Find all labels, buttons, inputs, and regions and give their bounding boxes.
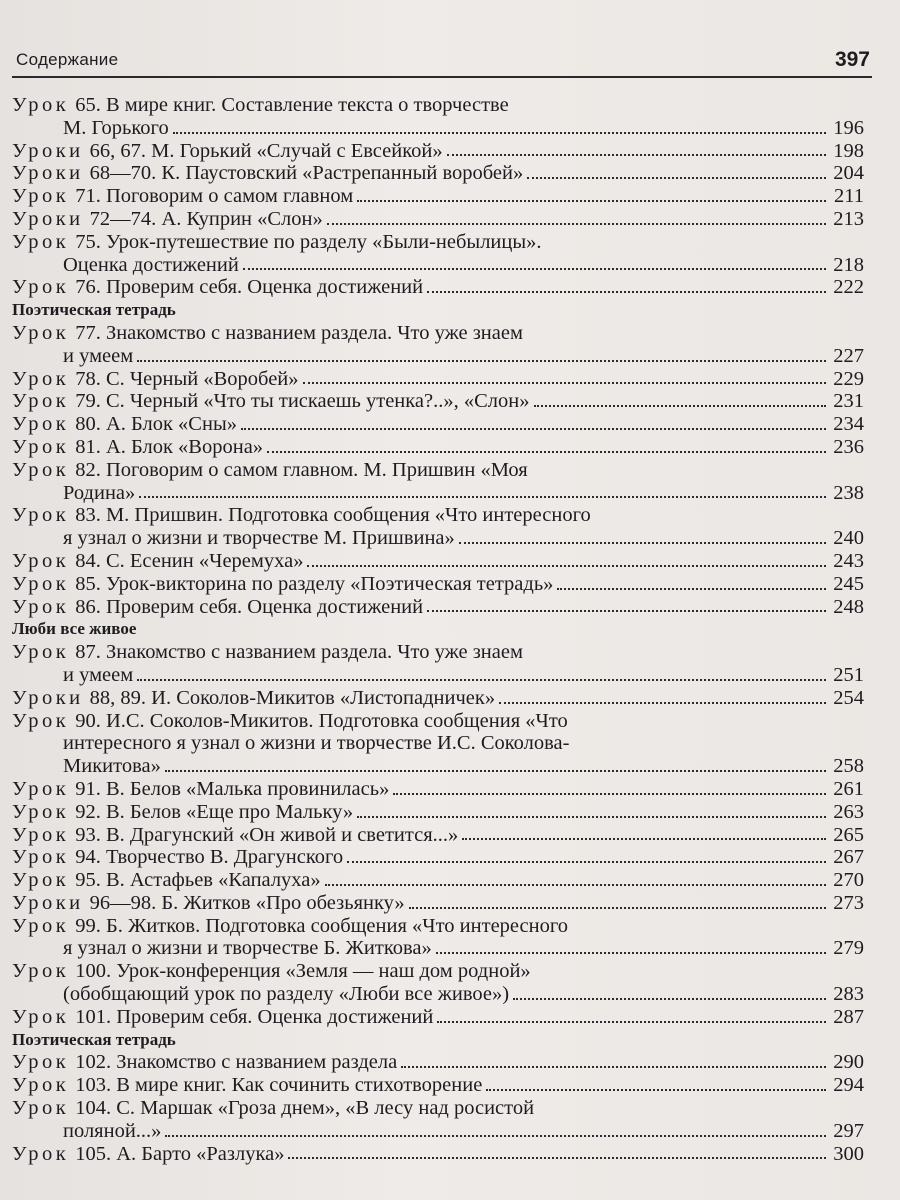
toc-entry [12, 846, 864, 869]
toc-line [12, 869, 864, 892]
toc-entry [12, 1074, 864, 1097]
toc-line [12, 140, 864, 163]
lesson-kind: Уроки [12, 891, 84, 914]
toc-line [12, 482, 864, 505]
lesson-number: 87. [75, 641, 106, 664]
lesson-title: Оценка достижений [63, 253, 239, 276]
toc-line [12, 231, 864, 254]
lesson-kind: Урок [12, 595, 70, 618]
lesson-number: 101. [75, 1005, 117, 1028]
toc-line [12, 915, 864, 938]
lesson-number: 100. [75, 960, 117, 983]
dot-leader [165, 770, 826, 772]
lesson-title: я узнал о жизни и творчестве Б. Житкова» [63, 937, 432, 960]
page-number: 294 [833, 1074, 864, 1097]
toc-line [12, 573, 864, 596]
lesson-number: 77. [75, 321, 106, 344]
toc-line [12, 527, 864, 550]
section-heading: Поэтическая тетрадь [12, 300, 176, 320]
page-number: 211 [834, 185, 864, 208]
lesson-number: 66, 67. [89, 139, 152, 162]
lesson-title: Знакомство с названием раздела. Что уже знаем [105, 321, 523, 344]
lesson-number: 83. [75, 504, 106, 527]
toc-entry [12, 824, 864, 847]
lesson-title: и умеем [63, 663, 134, 686]
toc-entry [12, 162, 864, 185]
toc-line [12, 892, 864, 915]
toc-line [12, 276, 864, 299]
lesson-number: 65. [75, 94, 106, 116]
lesson-title: И. Соколов-Микитов «Листопадничек» [151, 686, 496, 709]
toc-line [12, 322, 864, 345]
lesson-number: 84. [75, 549, 106, 572]
lesson-number: 105. [75, 1142, 117, 1165]
lesson-title: В. Драгунский «Он живой и светится...» [105, 823, 459, 846]
toc-line [12, 801, 864, 824]
dot-leader [325, 884, 826, 886]
lesson-kind: Урок [12, 549, 70, 572]
lesson-title: поляной...» [63, 1119, 162, 1142]
dot-leader [357, 816, 826, 818]
page-number: 251 [833, 663, 864, 686]
page-number: 234 [833, 413, 864, 436]
lesson-title: С. Есенин «Черемуха» [105, 549, 304, 572]
lesson-title: Б. Житков. Подготовка сообщения «Что интересного [105, 914, 568, 937]
toc-line [12, 687, 864, 710]
dot-leader [267, 451, 826, 453]
toc-line [12, 254, 864, 277]
toc-entry [12, 436, 864, 459]
lesson-title: Творчество В. Драгунского [105, 846, 344, 869]
page-number: 300 [833, 1142, 864, 1165]
toc-entry [12, 208, 864, 231]
dot-leader [393, 793, 826, 795]
lesson-number: 95. [75, 869, 106, 892]
toc-entry [12, 390, 864, 413]
lesson-title: А. Барто «Разлука» [116, 1142, 285, 1165]
toc-line [12, 732, 864, 755]
page-number: 261 [833, 777, 864, 800]
toc-line [12, 413, 864, 436]
toc-entry [12, 276, 864, 299]
dot-leader [173, 132, 826, 134]
lesson-title: В мире книг. Как сочинить стихотворение [116, 1074, 483, 1097]
toc-entry [12, 94, 864, 140]
toc-entry [12, 801, 864, 824]
toc-line [12, 664, 864, 687]
lesson-number: 104. [75, 1097, 117, 1120]
lesson-title: С. Маршак «Гроза днем», «В лесу над росистой [116, 1097, 535, 1120]
lesson-number: 90. [75, 709, 106, 732]
toc-line [12, 162, 864, 185]
dot-leader [137, 360, 826, 362]
page-number: 229 [833, 367, 864, 390]
lesson-title: Урок-викторина по разделу «Поэтическая тетрадь» [105, 572, 554, 595]
lesson-kind: Урок [12, 823, 70, 846]
lesson-number: 99. [75, 914, 106, 937]
page-number: 279 [833, 937, 864, 960]
lesson-kind: Урок [12, 435, 70, 458]
lesson-title: Урок-путешествие по разделу «Были-небылицы». [105, 230, 542, 253]
toc-entry [12, 915, 864, 961]
lesson-title: Поговорим о самом главном [105, 185, 354, 208]
lesson-number: 91. [75, 777, 106, 800]
lesson-number: 82. [75, 458, 106, 481]
lesson-kind: Урок [12, 367, 70, 390]
lesson-kind: Урок [12, 641, 70, 664]
page-number: 238 [833, 481, 864, 504]
lesson-kind: Урок [12, 185, 70, 208]
dot-leader [486, 1089, 826, 1091]
dot-leader [327, 223, 826, 225]
page-number: 283 [833, 983, 864, 1006]
lesson-title: В. Белов «Еще про Мальку» [105, 800, 354, 823]
toc-line [12, 1074, 864, 1097]
page-number: 265 [833, 823, 864, 846]
lesson-title: Микитова» [63, 755, 161, 778]
toc-entry [12, 140, 864, 163]
page-number: 236 [833, 435, 864, 458]
lesson-title: С. Черный «Что ты тискаешь утенка?..», «Слон» [105, 390, 530, 413]
lesson-number: 94. [75, 846, 106, 869]
dot-leader [243, 268, 826, 270]
dot-leader [436, 952, 826, 954]
lesson-title: К. Паустовский «Растрепанный воробей» [161, 162, 524, 185]
toc-entry [12, 596, 864, 619]
toc-line [12, 185, 864, 208]
page-number: 263 [833, 800, 864, 823]
dot-leader [357, 200, 826, 202]
lesson-title: И.С. Соколов-Микитов. Подготовка сообщения «Что [105, 709, 568, 732]
toc-entry [12, 960, 864, 1006]
toc-entry [12, 573, 864, 596]
lesson-kind: Урок [12, 458, 70, 481]
lesson-number: 102. [75, 1051, 117, 1074]
lesson-title: Урок-конференция «Земля — наш дом родной» [116, 960, 531, 983]
lesson-kind: Урок [12, 94, 70, 116]
dot-leader [427, 610, 826, 612]
lesson-kind: Урок [12, 777, 70, 800]
dot-leader [499, 702, 826, 704]
page-number: 213 [833, 207, 864, 230]
dot-leader [137, 679, 826, 681]
page-number: 267 [833, 846, 864, 869]
page-number: 248 [833, 595, 864, 618]
page-number: 218 [833, 253, 864, 276]
lesson-title: Знакомство с названием раздела [116, 1051, 398, 1074]
lesson-number: 92. [75, 800, 106, 823]
toc-line [12, 824, 864, 847]
toc-line [12, 596, 864, 619]
lesson-number: 103. [75, 1074, 117, 1097]
lesson-number: 72—74. [89, 207, 162, 230]
lesson-kind: Урок [12, 413, 70, 436]
page-number: 243 [833, 549, 864, 572]
page-number: 222 [833, 276, 864, 299]
toc-entry [12, 185, 864, 208]
lesson-title: В. Белов «Малька провинилась» [105, 777, 390, 800]
lesson-number: 96—98. [89, 891, 162, 914]
toc-line [12, 1143, 864, 1166]
lesson-title: Родина» [63, 481, 136, 504]
toc-line [12, 641, 864, 664]
lesson-title: М. Пришвин. Подготовка сообщения «Что интересного [105, 504, 591, 527]
toc-entry [12, 459, 864, 505]
toc-line [12, 983, 864, 1006]
dot-leader [401, 1066, 826, 1068]
section-heading: Люби все живое [12, 619, 137, 639]
lesson-kind: Урок [12, 230, 70, 253]
dot-leader [459, 542, 826, 544]
lesson-title: Проверим себя. Оценка достижений [105, 276, 424, 299]
dot-leader [534, 405, 826, 407]
header-page-number: 397 [834, 48, 870, 71]
lesson-title: А. Блок «Сны» [105, 413, 237, 436]
page-number: 204 [833, 162, 864, 185]
lesson-kind: Урок [12, 276, 70, 299]
lesson-number: 86. [75, 595, 106, 618]
toc-line [12, 550, 864, 573]
page-number: 245 [833, 572, 864, 595]
toc-entry [12, 231, 864, 277]
page-number: 196 [833, 116, 864, 139]
lesson-kind: Урок [12, 1097, 70, 1120]
toc-entry [12, 687, 864, 710]
page-number: 240 [833, 527, 864, 550]
toc-line [12, 1120, 864, 1143]
lesson-kind: Урок [12, 1142, 70, 1165]
dot-leader [165, 1135, 826, 1137]
dot-leader [307, 565, 826, 567]
toc-entry [12, 413, 864, 436]
page-number: 227 [833, 344, 864, 367]
lesson-title: интересного я узнал о жизни и творчестве И.С. Соколова- [63, 732, 570, 755]
lesson-kind: Урок [12, 572, 70, 595]
page-number: 254 [833, 686, 864, 709]
page-number: 231 [833, 390, 864, 413]
lesson-number: 68—70. [89, 162, 162, 185]
lesson-kind: Урок [12, 800, 70, 823]
lesson-kind: Урок [12, 869, 70, 892]
lesson-title: С. Черный «Воробей» [105, 367, 299, 390]
lesson-title: В мире книг. Составление текста о творчестве [105, 94, 509, 116]
header-title: Содержание [16, 50, 119, 69]
lesson-number: 93. [75, 823, 106, 846]
lesson-number: 76. [75, 276, 106, 299]
toc-entry [12, 892, 864, 915]
page-number: 270 [833, 869, 864, 892]
lesson-title: Б. Житков «Про обезьянку» [161, 891, 405, 914]
toc-line [12, 1006, 864, 1029]
dot-leader [139, 496, 826, 498]
toc-line [12, 1097, 864, 1120]
page-number: 273 [833, 891, 864, 914]
lesson-title: А. Блок «Ворона» [105, 435, 264, 458]
dot-leader [557, 588, 826, 590]
toc-line [12, 937, 864, 960]
toc-line [12, 345, 864, 368]
lesson-title: Проверим себя. Оценка достижений [116, 1005, 434, 1028]
dot-leader [462, 838, 826, 840]
lesson-kind: Уроки [12, 207, 84, 230]
lesson-title: Знакомство с названием раздела. Что уже знаем [105, 641, 523, 664]
toc-line [12, 459, 864, 482]
toc-line [12, 1051, 864, 1074]
lesson-number: 71. [75, 185, 106, 208]
lesson-kind: Урок [12, 1005, 70, 1028]
lesson-title: М. Горького [63, 116, 169, 139]
toc-line [12, 755, 864, 778]
toc-entry [12, 550, 864, 573]
lesson-kind: Уроки [12, 686, 84, 709]
lesson-kind: Урок [12, 846, 70, 869]
dot-leader [241, 428, 826, 430]
dot-leader [409, 907, 826, 909]
toc-line [12, 94, 864, 117]
page-number: 258 [833, 755, 864, 778]
lesson-title: Проверим себя. Оценка достижений [105, 595, 424, 618]
lesson-number: 88, 89. [89, 686, 152, 709]
lesson-number: 79. [75, 390, 106, 413]
lesson-title: (обобщающий урок по разделу «Люби все живое») [63, 983, 510, 1006]
toc-entry [12, 778, 864, 801]
lesson-kind: Урок [12, 1051, 70, 1074]
lesson-number: 81. [75, 435, 106, 458]
toc-entry [12, 1006, 864, 1029]
lesson-kind: Уроки [12, 162, 84, 185]
toc-line [12, 960, 864, 983]
toc-line [12, 436, 864, 459]
page-number: 290 [833, 1051, 864, 1074]
toc-entry [12, 504, 864, 550]
page-number: 198 [833, 139, 864, 162]
dot-leader [527, 177, 826, 179]
toc-entry [12, 710, 864, 778]
toc-line [12, 368, 864, 391]
lesson-kind: Урок [12, 914, 70, 937]
lesson-title: и умеем [63, 344, 134, 367]
lesson-number: 80. [75, 413, 106, 436]
page-number: 287 [833, 1005, 864, 1028]
toc-entry [12, 869, 864, 892]
page-number: 297 [833, 1119, 864, 1142]
lesson-title: А. Куприн «Слон» [161, 207, 323, 230]
dot-leader [447, 154, 826, 156]
toc-line [12, 208, 864, 231]
table-of-contents [12, 94, 864, 1165]
toc-line [12, 390, 864, 413]
toc-line [12, 504, 864, 527]
dot-leader [437, 1021, 826, 1023]
dot-leader [513, 998, 826, 1000]
lesson-title: М. Горький «Случай с Евсейкой» [151, 139, 443, 162]
lesson-title: я узнал о жизни и творчестве М. Пришвина» [63, 527, 455, 550]
dot-leader [303, 382, 826, 384]
page-header [12, 48, 872, 78]
lesson-title: Поговорим о самом главном. М. Пришвин «Моя [105, 458, 528, 481]
lesson-number: 78. [75, 367, 106, 390]
lesson-number: 85. [75, 572, 106, 595]
toc-line [12, 778, 864, 801]
lesson-kind: Урок [12, 504, 70, 527]
lesson-kind: Урок [12, 960, 70, 983]
lesson-kind: Урок [12, 390, 70, 413]
lesson-kind: Урок [12, 1074, 70, 1097]
toc-entry [12, 368, 864, 391]
toc-line [12, 846, 864, 869]
lesson-title: В. Астафьев «Капалуха» [105, 869, 321, 892]
toc-entry [12, 1051, 864, 1074]
dot-leader [427, 291, 826, 293]
toc-line [12, 117, 864, 140]
dot-leader [288, 1157, 826, 1159]
toc-entry [12, 322, 864, 368]
lesson-number: 75. [75, 230, 106, 253]
lesson-kind: Урок [12, 321, 70, 344]
dot-leader [347, 861, 826, 863]
lesson-kind: Урок [12, 709, 70, 732]
toc-entry [12, 1143, 864, 1166]
section-heading: Поэтическая тетрадь [12, 1029, 176, 1049]
toc-entry [12, 641, 864, 687]
toc-entry [12, 1097, 864, 1143]
toc-line [12, 710, 864, 733]
lesson-kind: Уроки [12, 139, 84, 162]
